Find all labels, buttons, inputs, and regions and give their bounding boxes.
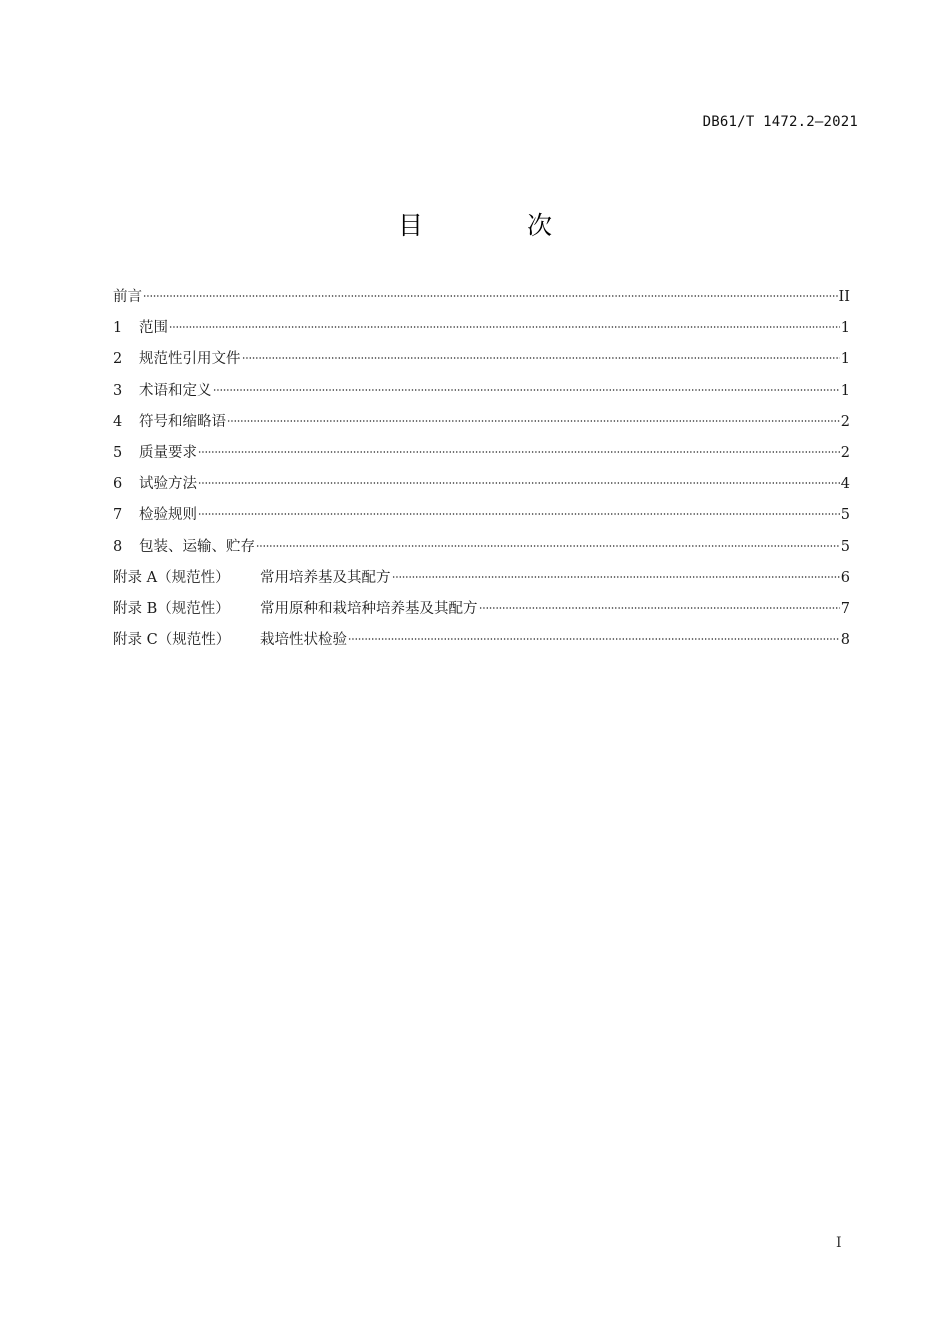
toc-entry-page: 2 [840,444,850,461]
document-id: DB61/T 1472.2—2021 [702,114,858,130]
toc-entry-appendix: 附录 C（规范性） [113,632,231,649]
toc-entry-number: 3 [113,382,123,399]
toc-entry-title: 规范性引用文件 [139,351,241,368]
toc-entry[interactable] [113,536,850,567]
toc-entry-page: II [838,289,850,305]
toc-entry[interactable] [113,317,850,348]
toc-entry[interactable] [113,442,850,473]
toc-entry-number: 2 [113,351,123,368]
toc-dot-leader [479,606,840,610]
toc-dot-leader [198,512,840,516]
toc-entry-title: 前言 [113,289,142,305]
toc-entry[interactable] [113,286,850,317]
toc-entry-page: 1 [840,351,850,368]
toc-entry-page: 1 [840,320,850,337]
toc-entry-number: 1 [113,320,123,337]
toc-entry-number: 6 [113,476,123,493]
toc-dot-leader [242,356,840,360]
toc-entry-appendix: 附录 A（规范性） [113,569,230,586]
toc-entry-appendix: 附录 B（规范性） [113,600,230,617]
toc-entry[interactable] [113,598,850,629]
toc-entry[interactable] [113,411,850,442]
toc-entry-number: 8 [113,538,123,555]
toc-entry-page: 8 [840,632,850,649]
toc-entry-number: 5 [113,444,123,461]
toc-entry-title: 常用培养基及其配方 [260,569,391,586]
toc-dot-leader [198,450,840,454]
toc-entry-title: 栽培性状检验 [260,632,347,649]
page-number: I [836,1235,842,1251]
toc-entry-title: 包装、运输、贮存 [139,538,255,555]
toc-entry-page: 7 [840,600,850,617]
toc-entry[interactable] [113,504,850,535]
toc-entry-title: 常用原种和栽培种培养基及其配方 [260,600,478,617]
toc-entry-title: 试验方法 [139,476,197,493]
toc-entry-page: 1 [840,382,850,399]
toc-entry[interactable] [113,380,850,411]
toc-entry[interactable] [113,567,850,598]
toc-dot-leader [348,637,840,641]
table-of-contents [113,286,850,660]
toc-dot-leader [227,419,840,423]
toc-dot-leader [169,325,840,329]
toc-entry-page: 5 [840,507,850,524]
toc-entry[interactable] [113,348,850,379]
toc-entry-number: 7 [113,507,123,524]
toc-entry-title: 检验规则 [139,507,197,524]
toc-dot-leader [143,294,838,298]
toc-entry-page: 6 [840,569,850,586]
toc-dot-leader [213,388,840,392]
toc-dot-leader [198,481,840,485]
toc-dot-leader [256,544,840,548]
toc-entry-title: 质量要求 [139,444,197,461]
toc-entry-title: 术语和定义 [139,382,212,399]
toc-entry[interactable] [113,629,850,660]
toc-entry-title: 符号和缩略语 [139,413,226,430]
toc-entry-number: 4 [113,413,123,430]
toc-entry[interactable] [113,473,850,504]
toc-entry-page: 5 [840,538,850,555]
toc-entry-page: 2 [840,413,850,430]
toc-entry-page: 4 [840,476,850,493]
toc-dot-leader [392,575,840,579]
page-title: 目 次 [398,211,600,240]
toc-entry-title: 范围 [139,320,168,337]
